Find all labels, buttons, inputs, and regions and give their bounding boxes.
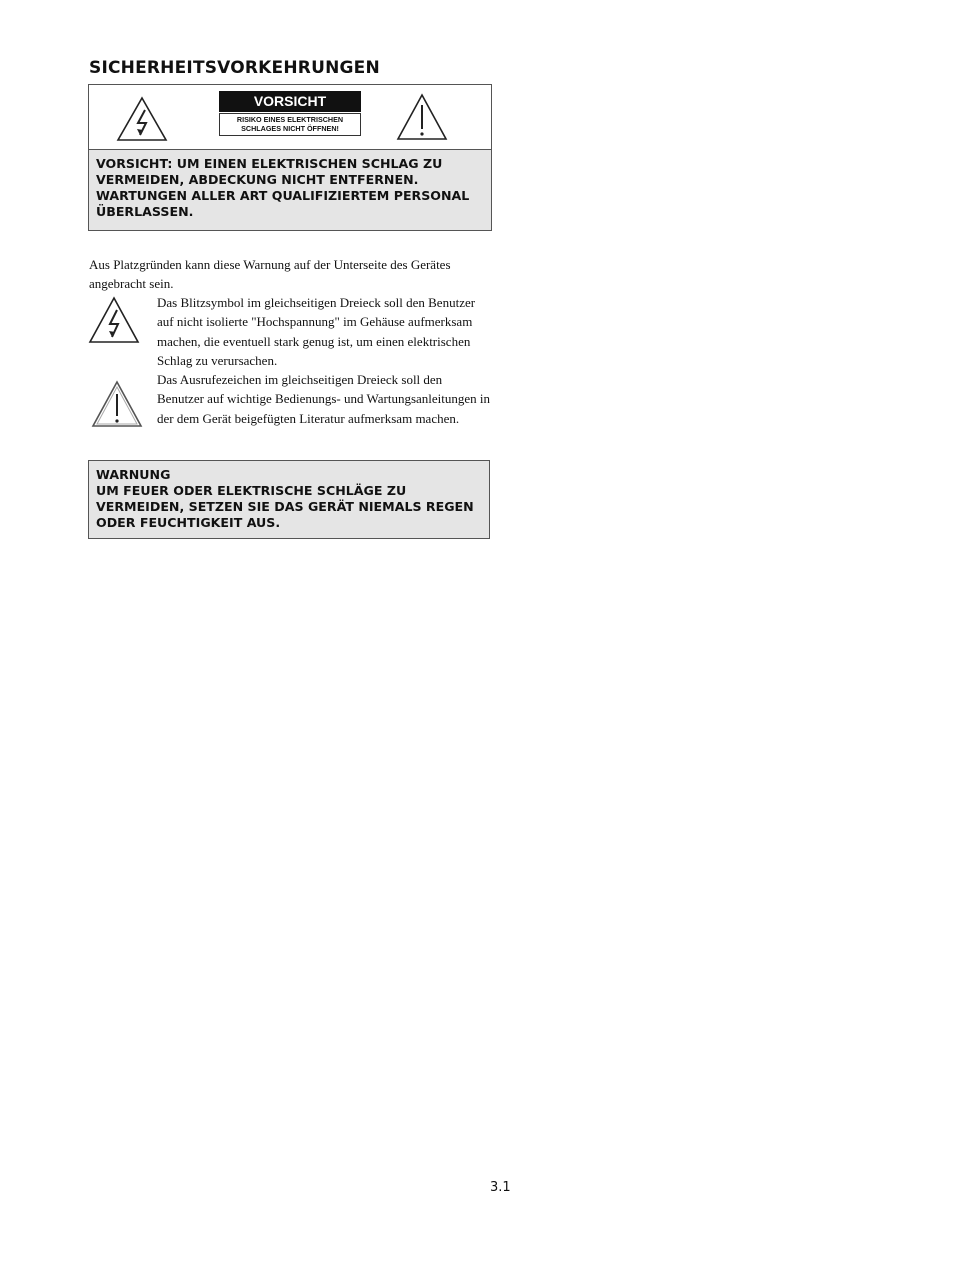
caution-symbols-row — [89, 85, 491, 150]
lightning-symbol-description: Das Blitzsymbol im gleichseitigen Dreieck soll den Benutzer auf nicht isolierte "Hochspannung" im Gehäuse aufmerksam machen, die eventuell stark genug ist, um einen elektrischen Schlag zu verursachen. — [157, 295, 476, 369]
lightning-triangle-icon — [88, 296, 140, 344]
vorsicht-label: VORSICHT — [219, 91, 361, 112]
exclamation-triangle-icon — [396, 93, 448, 141]
intro-paragraph: Aus Platzgründen kann diese Warnung auf der Unterseite des Gerätes angebracht sein. — [89, 257, 451, 292]
lightning-triangle-icon — [116, 96, 168, 142]
page-number: 3.1 — [490, 1180, 511, 1195]
caution-text: VORSICHT: UM EINEN ELEKTRISCHEN SCHLAG ZU VERMEIDEN, ABDECKUNG NICHT ENTFERNEN. WARTUNGEN ALLER ART QUALIFIZIERTEM PERSONAL ÜBERLASSEN. — [89, 150, 491, 230]
warning-box — [88, 460, 490, 539]
warning-title: WARNUNG — [96, 467, 171, 482]
risk-label-line2: SCHLAGES NICHT ÖFFNEN! — [241, 124, 339, 133]
risk-label-line1: RISIKO EINES ELEKTRISCHEN — [236, 115, 344, 124]
exclamation-symbol-description: Das Ausrufezeichen im gleichseitigen Dreieck soll den Benutzer auf wichtige Bedienungs- und Wartungsanleitungen in der dem Gerät beigefügten Literatur aufmerksam machen. — [157, 372, 491, 426]
warning-text: UM FEUER ODER ELEKTRISCHE SCHLÄGE ZU VERMEIDEN, SETZEN SIE DAS GERÄT NIEMALS REGEN ODER FEUCHTIGKEIT AUS. — [96, 483, 474, 530]
risk-label — [219, 113, 361, 136]
page-title: SICHERHEITSVORKEHRUNGEN — [89, 58, 380, 78]
exclamation-triangle-icon — [91, 380, 143, 428]
caution-panel — [88, 84, 492, 231]
